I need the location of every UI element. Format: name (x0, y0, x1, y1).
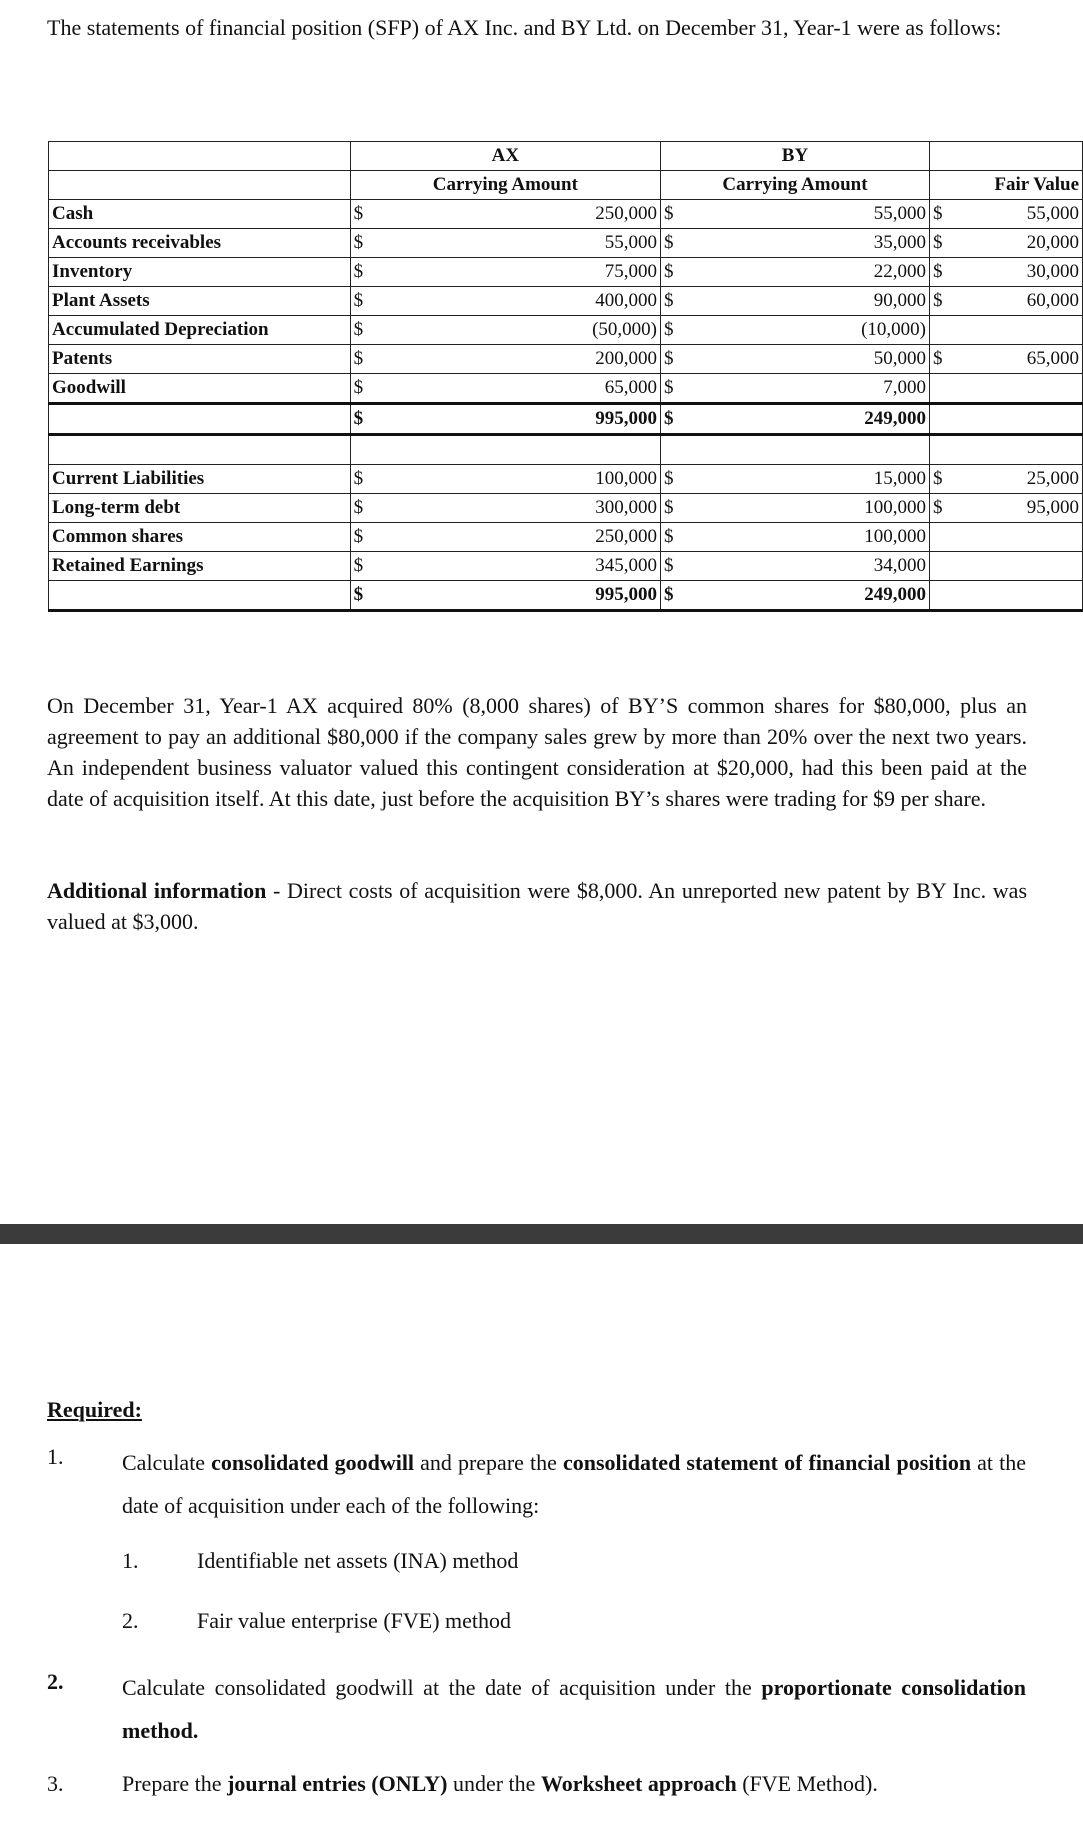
header-fair-value: Fair Value (929, 171, 1082, 200)
currency-symbol (929, 581, 953, 611)
currency-symbol: $ (660, 229, 794, 258)
ax-value: 55,000 (505, 229, 660, 258)
by-value: 34,000 (795, 552, 930, 581)
ax-value: 65,000 (505, 374, 660, 404)
currency-symbol: $ (350, 287, 505, 316)
currency-symbol: $ (660, 552, 794, 581)
row-label: Common shares (49, 523, 351, 552)
row-label: Accounts receivables (49, 229, 351, 258)
table-row (49, 287, 1083, 316)
sub-item-number: 1. (122, 1548, 139, 1573)
currency-symbol (929, 374, 953, 404)
header-by: BY (660, 142, 929, 171)
header-ax-carrying: Carrying Amount (350, 171, 660, 200)
currency-symbol: $ (350, 374, 505, 404)
ax-value: 100,000 (505, 465, 660, 494)
ax-value: 75,000 (505, 258, 660, 287)
fair-value: 20,000 (954, 229, 1083, 258)
ax-value: 250,000 (505, 200, 660, 229)
currency-symbol: $ (350, 200, 505, 229)
item-number: 1. (47, 1444, 64, 1469)
currency-symbol: $ (660, 523, 794, 552)
currency-symbol: $ (350, 552, 505, 581)
currency-symbol: $ (929, 494, 953, 523)
sfp-table (48, 141, 1083, 612)
by-value: 100,000 (795, 494, 930, 523)
row-label: Inventory (49, 258, 351, 287)
table-row (49, 523, 1083, 552)
sub-item-fve: Fair value enterprise (FVE) method (197, 1608, 512, 1633)
currency-symbol: $ (350, 345, 505, 374)
fair-value: 95,000 (954, 494, 1083, 523)
currency-symbol: $ (660, 494, 794, 523)
by-value: (10,000) (795, 316, 930, 345)
row-label: Goodwill (49, 374, 351, 404)
sub-item-number: 2. (122, 1608, 139, 1633)
fair-value (954, 552, 1083, 581)
by-value: 15,000 (795, 465, 930, 494)
by-value: 90,000 (795, 287, 930, 316)
sub-item-ina: Identifiable net assets (INA) method (197, 1548, 519, 1573)
currency-symbol: $ (660, 465, 794, 494)
currency-symbol: $ (350, 258, 505, 287)
ax-value: (50,000) (505, 316, 660, 345)
row-label: Current Liabilities (49, 465, 351, 494)
header-ax: AX (350, 142, 660, 171)
row-label: Patents (49, 345, 351, 374)
row-label: Retained Earnings (49, 552, 351, 581)
by-value: 249,000 (795, 404, 930, 435)
currency-symbol: $ (929, 345, 953, 374)
by-value: 55,000 (795, 200, 930, 229)
fair-value (954, 316, 1083, 345)
fair-value: 30,000 (954, 258, 1083, 287)
table-row (49, 316, 1083, 345)
table-row (49, 258, 1083, 287)
ax-value: 200,000 (505, 345, 660, 374)
ax-value: 345,000 (505, 552, 660, 581)
table-row (49, 200, 1083, 229)
currency-symbol (929, 552, 953, 581)
intro-text: The statements of financial position (SFP) of AX Inc. and BY Ltd. on December 31, Year-1 were as follows: (47, 15, 1002, 40)
row-label (49, 404, 351, 435)
currency-symbol: $ (350, 494, 505, 523)
fair-value: 55,000 (954, 200, 1083, 229)
currency-symbol: $ (929, 200, 953, 229)
table-row (49, 494, 1083, 523)
currency-symbol: $ (660, 404, 794, 435)
currency-symbol: $ (350, 229, 505, 258)
row-label: Long-term debt (49, 494, 351, 523)
item-number: 2. (47, 1669, 64, 1694)
required-heading: Required: (47, 1397, 142, 1422)
by-value: 50,000 (795, 345, 930, 374)
currency-symbol: $ (660, 374, 794, 404)
table-row (49, 465, 1083, 494)
currency-symbol (929, 523, 953, 552)
table-row (49, 404, 1083, 435)
acquisition-text: On December 31, Year-1 AX acquired 80% (8,000 shares) of BY’S common shares for $80,000, plus an agreement to pay an additional $80,000 if the company sales grew by more than 20% over the next two years. An independent business valuator valued this contingent consideration at $20,000, had this been paid at the date of acquisition itself. At this date, just before the acquisition BY’s shares were trading for $9 per share. (47, 693, 1027, 811)
currency-symbol: $ (929, 287, 953, 316)
by-value: 7,000 (795, 374, 930, 404)
by-value: 100,000 (795, 523, 930, 552)
currency-symbol: $ (929, 465, 953, 494)
divider-bar (0, 1224, 1083, 1244)
fair-value (954, 404, 1083, 435)
currency-symbol: $ (660, 200, 794, 229)
row-label: Plant Assets (49, 287, 351, 316)
currency-symbol: $ (660, 287, 794, 316)
fair-value: 60,000 (954, 287, 1083, 316)
currency-symbol: $ (929, 229, 953, 258)
fair-value (954, 581, 1083, 611)
currency-symbol: $ (660, 345, 794, 374)
currency-symbol: $ (350, 316, 505, 345)
table-row (49, 374, 1083, 404)
table-row (49, 229, 1083, 258)
required-item-2: Calculate consolidated goodwill at the date of acquisition under the proportionate consolidation method. (122, 1675, 1027, 1743)
currency-symbol (929, 316, 953, 345)
spacer-row (49, 435, 1083, 465)
ax-value: 995,000 (505, 404, 660, 435)
additional-info: Additional information - Direct costs of acquisition were $8,000. An unreported new patent by BY Inc. was valued at $3,000. (47, 878, 1028, 934)
currency-symbol: $ (929, 258, 953, 287)
required-item-3: Prepare the journal entries (ONLY) under the Worksheet approach (FVE Method). (122, 1771, 878, 1796)
table-row (49, 345, 1083, 374)
currency-symbol: $ (660, 581, 794, 611)
ax-value: 400,000 (505, 287, 660, 316)
item-number: 3. (47, 1771, 64, 1796)
ax-value: 300,000 (505, 494, 660, 523)
currency-symbol: $ (350, 523, 505, 552)
currency-symbol: $ (350, 404, 505, 435)
ax-value: 250,000 (505, 523, 660, 552)
table-row (49, 552, 1083, 581)
row-label: Cash (49, 200, 351, 229)
currency-symbol: $ (350, 465, 505, 494)
currency-symbol (929, 404, 953, 435)
row-label (49, 581, 351, 611)
by-value: 35,000 (795, 229, 930, 258)
currency-symbol: $ (660, 258, 794, 287)
fair-value: 25,000 (954, 465, 1083, 494)
table-row (49, 581, 1083, 611)
fair-value: 65,000 (954, 345, 1083, 374)
fair-value (954, 374, 1083, 404)
currency-symbol: $ (350, 581, 505, 611)
header-by-carrying: Carrying Amount (660, 171, 929, 200)
by-value: 249,000 (795, 581, 930, 611)
additional-info-label: Additional information (47, 878, 267, 903)
row-label: Accumulated Depreciation (49, 316, 351, 345)
required-item-1: Calculate consolidated goodwill and prepare the consolidated statement of financial position at the date of acquisition under each of the following: (122, 1450, 1026, 1518)
ax-value: 995,000 (505, 581, 660, 611)
by-value: 22,000 (795, 258, 930, 287)
currency-symbol: $ (660, 316, 794, 345)
fair-value (954, 523, 1083, 552)
